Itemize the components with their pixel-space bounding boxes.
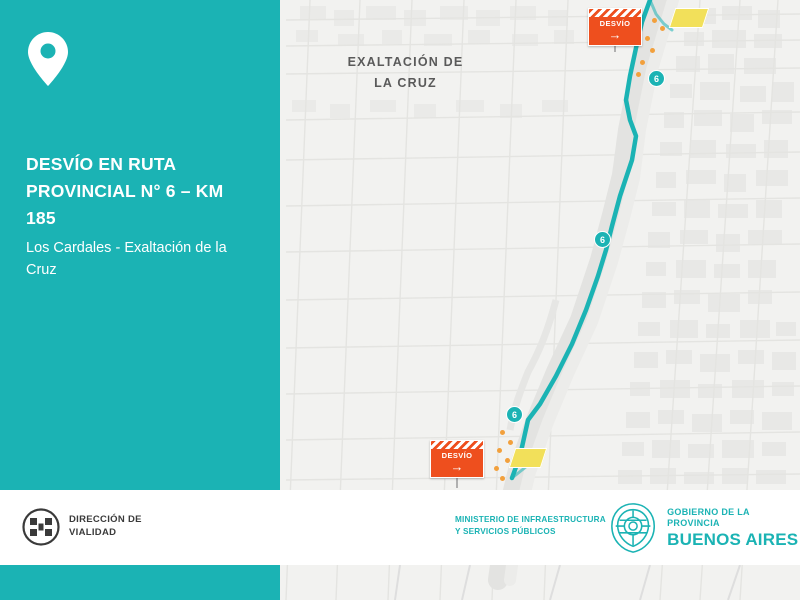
sign-hatch-stripes [431,441,483,449]
detour-dot [660,26,665,31]
detour-dot [508,440,513,445]
desvio-arrow-icon: → [450,459,464,474]
sign-hatch-stripes [589,9,641,17]
vialidad-line1: DIRECCIÓN DE [69,514,142,526]
gba-logo-text [667,507,800,550]
detour-dot [500,476,505,481]
detour-barrier-north [669,8,709,28]
page-title-line2: PROVINCIAL N° 6 – KM 185 [26,181,224,229]
detour-dot [645,36,650,41]
detour-dot [640,60,645,65]
city-label [318,52,493,93]
gba-logo [608,500,800,556]
detour-dot [650,48,655,53]
gba-line2: BUENOS AIRES [667,529,799,549]
page-title-line1: DESVÍO EN RUTA [26,154,177,174]
gba-line1: GOBIERNO DE LA PROVINCIA [667,506,750,529]
footer-accent-strip [0,565,280,600]
detour-dot [500,430,505,435]
ministry-line2: Y SERVICIOS PÚBLICOS [455,526,556,536]
detour-dot [652,18,657,23]
vialidad-logo [22,508,142,546]
page-title [26,151,254,232]
desvio-arrow-icon: → [608,27,622,42]
city-label-line2: LA CRUZ [374,75,437,90]
buenos-aires-crest-icon [608,500,658,556]
ministry-line1: MINISTERIO DE INFRAESTRUCTURA [455,515,606,524]
dvba-seal-icon [22,508,60,546]
vialidad-line2: VIALIDAD [69,527,117,538]
desvio-sign-label: DESVÍO [599,19,631,28]
detour-dot [636,72,641,77]
desvio-sign-south [430,440,484,478]
detour-dot [494,466,499,471]
info-panel [0,0,280,490]
sign-post-south [456,478,458,488]
desvio-sign-label: DESVÍO [441,451,473,460]
route-shield-6-top: 6 [648,70,665,87]
route-shield-6-middle: 6 [594,231,611,248]
detour-dot [497,448,502,453]
desvio-sign-north [588,8,642,46]
route-shield-6-bottom: 6 [506,406,523,423]
detour-barrier-south [509,448,547,468]
city-label-line1: EXALTACIÓN DE [347,55,464,69]
map-pin-icon [26,30,254,93]
detour-dot [505,458,510,463]
ministry-text [455,514,606,538]
page-subtitle: Los Cardales - Exaltación de la Cruz [26,240,227,279]
vialidad-logo-text [69,514,142,540]
